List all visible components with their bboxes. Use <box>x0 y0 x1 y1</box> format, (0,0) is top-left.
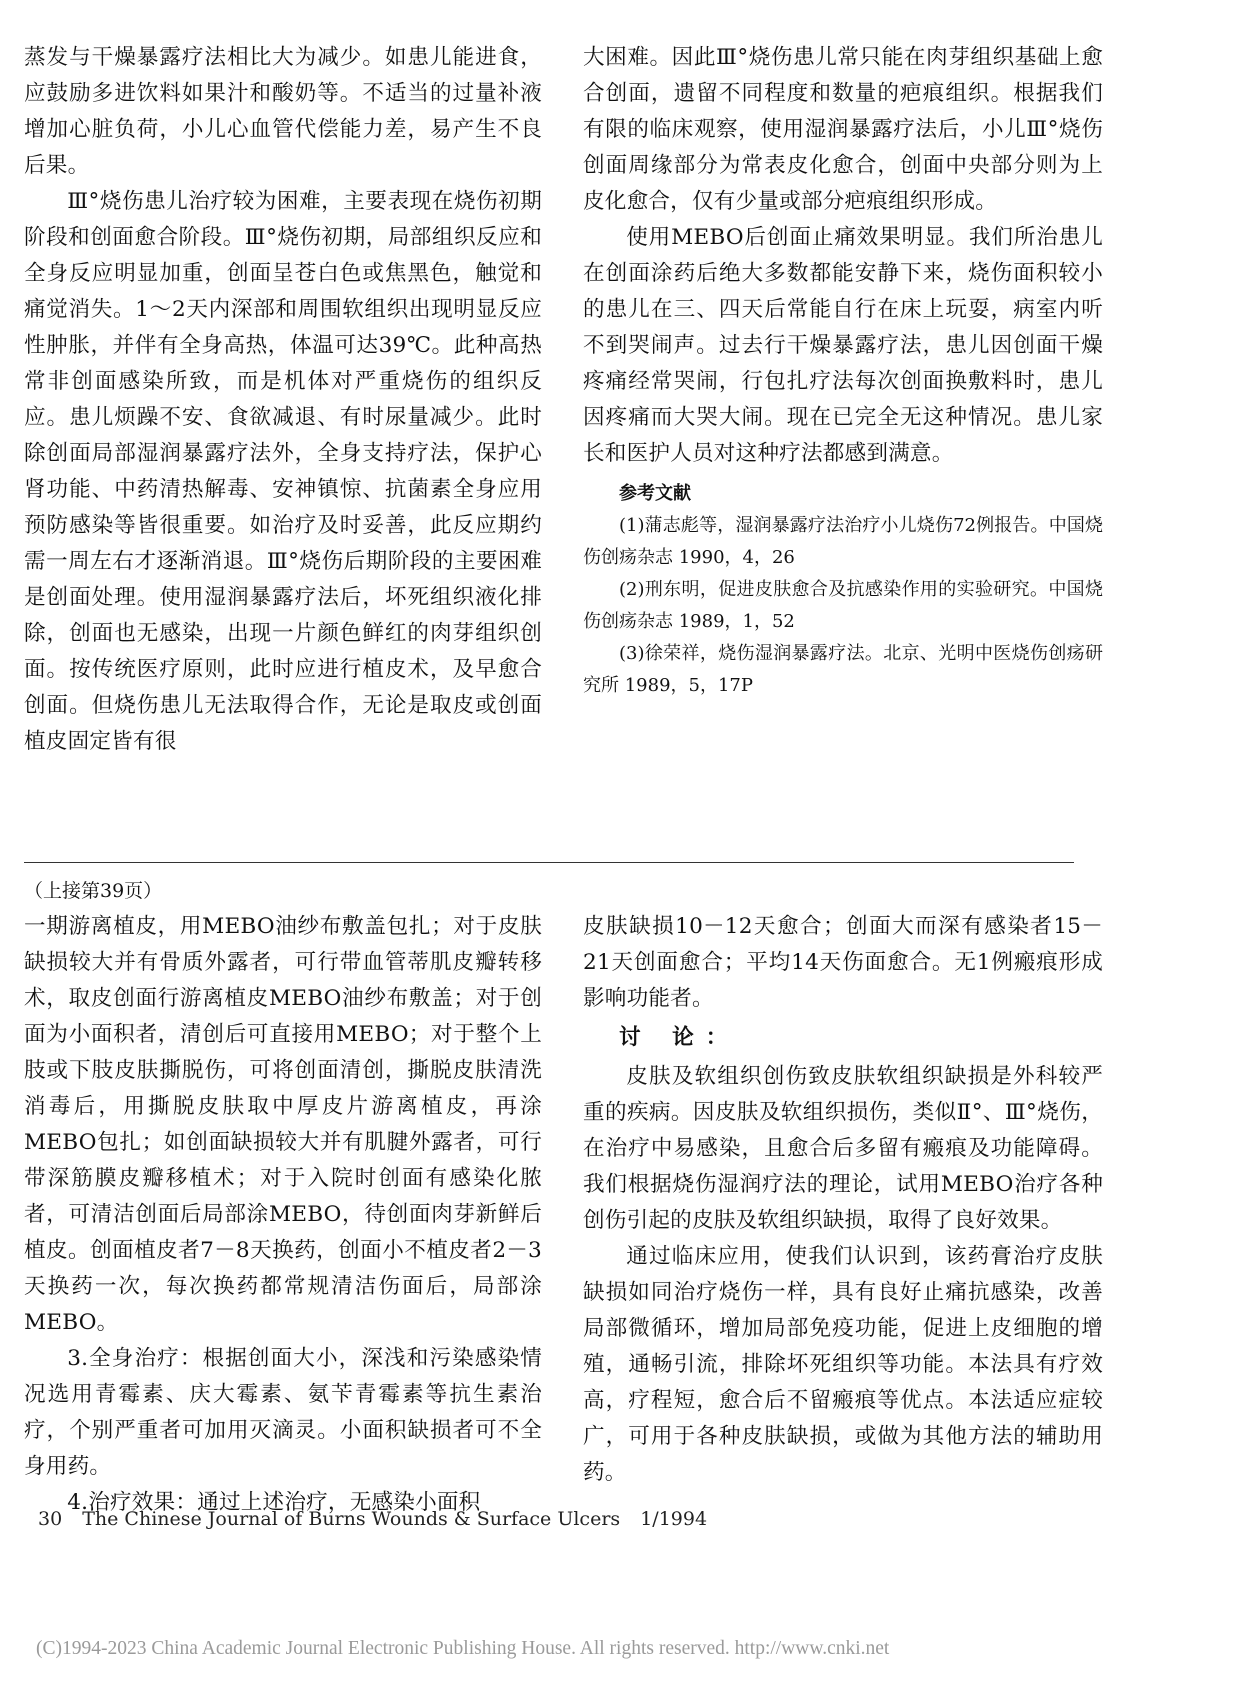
paragraph: 一期游离植皮，用MEBO油纱布敷盖包扎；对于皮肤缺损较大并有骨质外露者，可行带血管蒂肌皮瓣转移术，取皮创面行游离植皮MEBO油纱布敷盖；对于创面为小面积者，清创后可直接用MEBO；对于整个上肢或下肢皮肤撕脱伤，可将创面清创，撕脱皮肤清洗消毒后，用撕脱皮肤取中厚皮片游离植皮，再涂MEBO包扎；如创面缺损较大并有肌腱外露者，可行带深筋膜皮瓣移植术；对于入院时创面有感染化脓者，可清洁创面后局部涂MEBO，待创面肉芽新鲜后植皮。创面植皮者7－8天换药，创面小不植皮者2－3天换药一次，每次换药都常规清洁伤面后，局部涂MEBO。 <box>24 914 542 1335</box>
reference-item: (3)徐荣祥，烧伤湿润暴露疗法。北京、光明中医烧伤创疡研究所 1989，5，17P <box>583 643 1103 696</box>
paragraph: 皮肤及软组织创伤致皮肤软组织缺损是外科较严重的疾病。因皮肤及软组织损伤，类似Ⅱ°、Ⅲ°烧伤，在治疗中易感染，且愈合后多留有瘢痕及功能障碍。我们根据烧伤湿润疗法的理论，试用MEBO治疗各种创伤引起的皮肤及软组织缺损，取得了良好效果。 <box>583 1064 1103 1233</box>
paragraph: 4.治疗效果：通过上述治疗，无感染小面积 <box>67 1490 481 1515</box>
bottom-right-column <box>583 909 1103 1491</box>
paragraph: Ⅲ°烧伤患儿治疗较为困难，主要表现在烧伤初期阶段和创面愈合阶段。Ⅲ°烧伤初期，局部组织反应和全身反应明显加重，创面呈苍白色或焦黑色，触觉和痛觉消失。1～2天内深部和周围软组织出现明显反应性肿胀，并伴有全身高热，体温可达39℃。此种高热常非创面感染所致，而是机体对严重烧伤的组织反应。患儿烦躁不安、食欲减退、有时尿量减少。此时除创面局部湿润暴露疗法外，全身支持疗法，保护心肾功能、中药清热解毒、安神镇惊、抗菌素全身应用预防感染等皆很重要。如治疗及时妥善，此反应期约需一周左右才逐渐消退。Ⅲ°烧伤后期阶段的主要困难是创面处理。使用湿润暴露疗法后，坏死组织液化排除，创面也无感染，出现一片颜色鲜红的肉芽组织创面。按传统医疗原则，此时应进行植皮术，及早愈合创面。但烧伤患儿无法取得合作，无论是取皮或创面植皮固定皆有很 <box>24 189 542 754</box>
reference-item: (2)刑东明，促进皮肤愈合及抗感染作用的实验研究。中国烧伤创疡杂志 1989，1，52 <box>583 579 1103 632</box>
discussion-heading: 讨 论： <box>619 1025 740 1050</box>
page-footer <box>38 1508 721 1530</box>
reference-item: (1)蒲志彪等，湿润暴露疗法治疗小儿烧伤72例报告。中国烧伤创疡杂志 1990，4，26 <box>583 515 1103 568</box>
references-title: 参考文献 <box>619 483 691 504</box>
copyright-notice: (C)1994-2023 China Academic Journal Electronic Publishing House. All rights reserved. http://www.cnki.net <box>36 1638 890 1659</box>
section-divider <box>24 862 1074 863</box>
top-right-column <box>583 40 1103 702</box>
journal-name: The Chinese Journal of Burns Wounds & Surface Ulcers <box>82 1508 621 1530</box>
paragraph: 通过临床应用，使我们认识到，该药膏治疗皮肤缺损如同治疗烧伤一样，具有良好止痛抗感染，改善局部微循环，增加局部免疫功能，促进上皮细胞的增殖，通畅引流，排除坏死组织等功能。本法具有疗效高，疗程短，愈合后不留瘢痕等优点。本法适应症较广，可用于各种皮肤缺损，或做为其他方法的辅助用药。 <box>583 1244 1103 1485</box>
top-left-column <box>24 40 542 760</box>
paragraph: 皮肤缺损10－12天愈合；创面大而深有感染者15－21天创面愈合；平均14天伤面愈合。无1例瘢痕形成影响功能者。 <box>583 914 1103 1011</box>
continued-note: （上接第39页） <box>24 880 163 902</box>
bottom-left-column <box>24 909 542 1521</box>
paragraph: 蒸发与干燥暴露疗法相比大为减少。如患儿能进食，应鼓励多进饮料如果汁和酸奶等。不适当的过量补液增加心脏负荷，小儿心血管代偿能力差，易产生不良后果。 <box>24 45 542 178</box>
paragraph: 大困难。因此Ⅲ°烧伤患儿常只能在肉芽组织基础上愈合创面，遗留不同程度和数量的疤痕组织。根据我们有限的临床观察，使用湿润暴露疗法后，小儿Ⅲ°烧伤创面周缘部分为常表皮化愈合，创面中央部分则为上皮化愈合，仅有少量或部分疤痕组织形成。 <box>583 45 1103 214</box>
journal-issue: 1/1994 <box>640 1508 708 1530</box>
page-number: 30 <box>38 1508 63 1530</box>
paragraph: 3.全身治疗：根据创面大小，深浅和污染感染情况选用青霉素、庆大霉素、氨苄青霉素等抗生素治疗，个别严重者可加用灭滴灵。小面积缺损者可不全身用药。 <box>24 1346 542 1479</box>
paragraph: 使用MEBO后创面止痛效果明显。我们所治患儿在创面涂药后绝大多数都能安静下来，烧伤面积较小的患儿在三、四天后常能自行在床上玩耍，病室内听不到哭闹声。过去行干燥暴露疗法，患儿因创面干燥疼痛经常哭闹，行包扎疗法每次创面换敷料时，患儿因疼痛而大哭大闹。现在已完全无这种情况。患儿家长和医护人员对这种疗法都感到满意。 <box>583 225 1103 466</box>
